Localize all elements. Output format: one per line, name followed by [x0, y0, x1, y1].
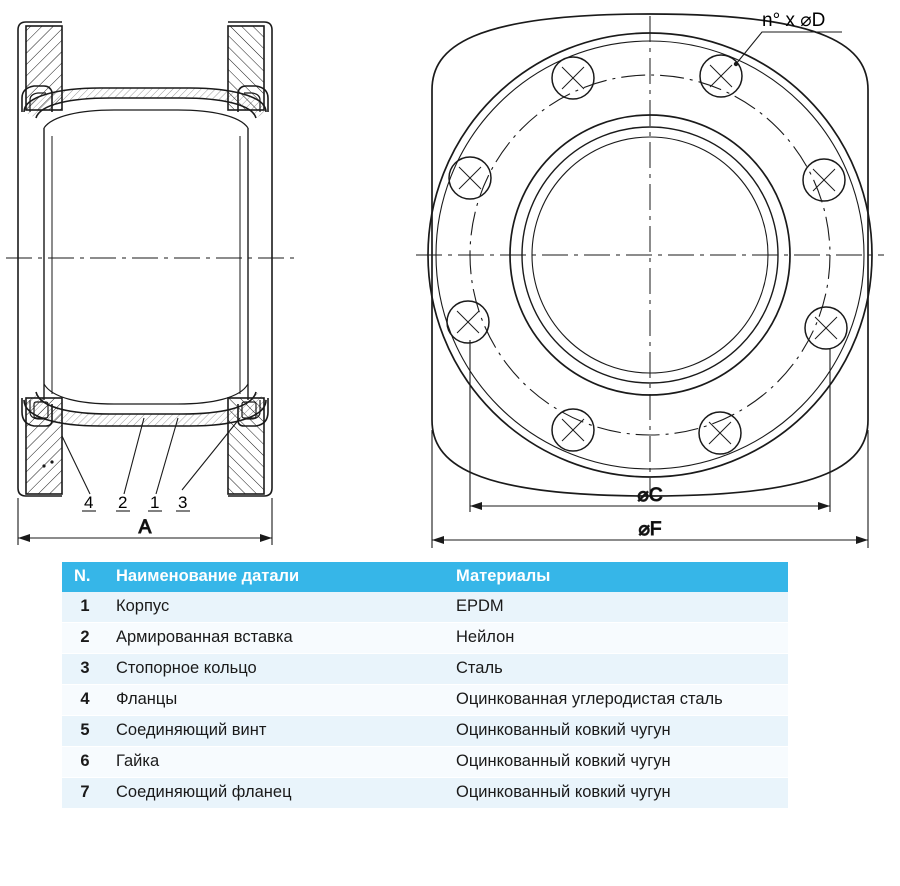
row-number: 6	[62, 747, 108, 778]
row-material: EPDM	[448, 592, 788, 623]
table-row	[62, 685, 788, 716]
row-material: Нейлон	[448, 623, 788, 654]
parts-table-container	[62, 562, 788, 809]
row-part-name: Стопорное кольцо	[108, 654, 448, 685]
rubber-bellows-top	[22, 86, 268, 400]
row-number: 2	[62, 623, 108, 654]
parts-table	[62, 562, 788, 809]
dimension-c-text: ⌀C	[637, 485, 663, 506]
dimension-f-text: ⌀F	[638, 519, 662, 540]
callout-labels	[82, 493, 190, 512]
row-number: 4	[62, 685, 108, 716]
header-material: Материалы	[448, 562, 788, 592]
callout-3-text: 3	[178, 493, 188, 512]
table-row	[62, 747, 788, 778]
table-row	[62, 778, 788, 809]
front-view	[416, 14, 884, 496]
dimension-a-text: A	[138, 517, 152, 538]
header-number: N.	[62, 562, 108, 592]
row-material: Оцинкованный ковкий чугун	[448, 778, 788, 809]
header-part-name: Наименование датали	[108, 562, 448, 592]
row-part-name: Гайка	[108, 747, 448, 778]
dimension-a	[18, 498, 272, 545]
row-part-name: Соединяющий фланец	[108, 778, 448, 809]
table-row	[62, 623, 788, 654]
callout-2-text: 2	[118, 493, 128, 512]
holes-leader	[734, 32, 842, 66]
row-number: 1	[62, 592, 108, 623]
callout-4-text: 4	[84, 493, 94, 512]
row-material: Сталь	[448, 654, 788, 685]
row-part-name: Соединяющий винт	[108, 716, 448, 747]
table-row	[62, 592, 788, 623]
row-part-name: Фланцы	[108, 685, 448, 716]
row-number: 7	[62, 778, 108, 809]
row-material: Оцинкованный ковкий чугун	[448, 716, 788, 747]
table-header-row	[62, 562, 788, 592]
table-row	[62, 654, 788, 685]
row-part-name: Корпус	[108, 592, 448, 623]
section-view	[6, 22, 296, 496]
row-material: Оцинкованный ковкий чугун	[448, 747, 788, 778]
holes-label-text: n° x ⌀D	[762, 10, 826, 31]
parts-table-body	[62, 592, 788, 809]
callout-leaders	[62, 418, 240, 494]
row-material: Оцинкованная углеродистая сталь	[448, 685, 788, 716]
row-number: 3	[62, 654, 108, 685]
table-row	[62, 716, 788, 747]
row-number: 5	[62, 716, 108, 747]
callout-1-text: 1	[150, 493, 160, 512]
parts-table-head	[62, 562, 788, 592]
row-part-name: Армированная вставка	[108, 623, 448, 654]
